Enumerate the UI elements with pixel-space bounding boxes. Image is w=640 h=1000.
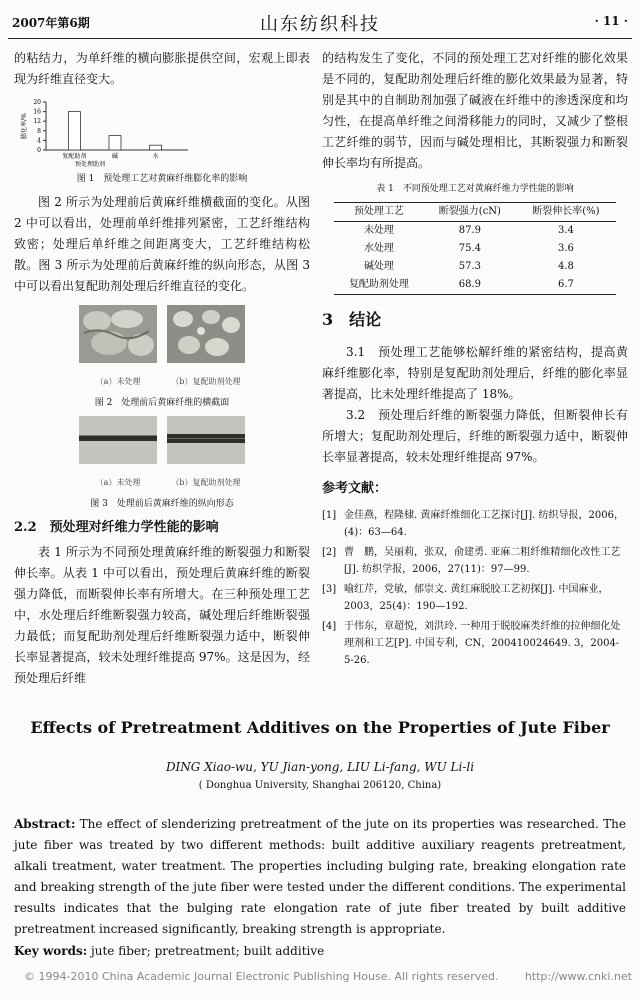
table-row [334, 276, 616, 295]
reference-text: 金佳燕，程隆棣. 黄麻纤维细化工艺探讨[J]. 纺织导报，2006，(4)：63—64. [344, 510, 624, 538]
cell-elongation: 4.8 [557, 261, 574, 272]
cell-process: 复配助剂处理 [334, 276, 423, 295]
y-tick-label: 8 [37, 127, 41, 135]
left-paragraph-3: 表 1 所示为不同预处理黄麻纤维的断裂强力和断裂伸长率。从表 1 中可以看出，预处理后黄麻纤维的断裂强力降低，而断裂伸长率有所增大。在三种预处理工艺中，水处理后纤维断裂强力较高，碱处理后纤维断裂强力最低；而复配助剂处理后纤维断裂强力适中，断裂伸长率显著提高，较未处理纤维提高 97%。这是因为，经预处理后纤维 [14, 545, 310, 685]
issue-label: 2007年第6期 [12, 16, 90, 30]
y-tick-label: 20 [33, 99, 41, 106]
left-paragraph-2: 图 2 所示为处理前后黄麻纤维横截面的变化。从图 2 中可以看出，处理前单纤维排列紧密，工艺纤维结构致密；处理后单纤维之间距离变大，工艺纤维结构松散。图 3 所示为处理前后黄麻纤维的纵向形态，从图 3 中可以看出复配助剂处理后纤维直径的变化。 [14, 195, 310, 293]
longitudinal-treated-label: （b）复配助剂处理 [171, 478, 241, 487]
cross-section-treated-label: （b）复配助剂处理 [171, 377, 241, 386]
y-tick-label: 4 [37, 137, 41, 145]
right-paragraph-1: 的结构发生了变化，不同的预处理工艺对纤维的膨化效果是不同的，复配助剂处理后纤维的膨化效果最为显著，特别是其中的自制助剂加强了碱液在纤维中的渗透深度和均匀性，在提高单纤维之间滑移能力的同时，又减少了整根工艺纤维的弱节，因而与碱处理相比，其断裂强力和断裂伸长率均有所提高。 [322, 51, 628, 170]
cell-elongation: 3.6 [557, 243, 574, 254]
reference-item [322, 618, 628, 669]
figure-2 [14, 305, 310, 410]
reference-text: 曹 鹏，吴丽莉，张双，俞建勇. 亚麻二粗纤维精细化改性工艺[J]. 纺织学报，2006，27(11)：97—99. [344, 547, 621, 575]
cell-strength: 75.4 [458, 243, 481, 254]
cross-section-treated-image [167, 305, 245, 363]
cross-section-untreated-label: （a）未处理 [95, 377, 141, 386]
reference-text: 喻红芹，党敏，郁崇文. 黄红麻脱胶工艺初探[J]. 中国麻业，2003，25(4)：190—192. [344, 584, 609, 612]
figure-1 [14, 96, 310, 186]
col-header-process: 预处理工艺 [334, 203, 423, 222]
col-header-elongation: 断裂伸长率(%) [516, 203, 616, 222]
reference-item [322, 581, 628, 615]
english-keywords [14, 944, 626, 958]
conclusion-3-1: 3.1 预处理工艺能够松解纤维的紧密结构，提高黄麻纤维膨化率，特别是复配助剂处理后，纤维的膨化率显著提高，比未处理纤维提高了 18%。 [322, 345, 628, 401]
table-row [334, 258, 616, 276]
keywords-label: Key words: [14, 944, 88, 958]
longitudinal-untreated-label: （a）未处理 [95, 478, 141, 487]
page-number: · 11 · [594, 14, 628, 28]
table-row [334, 240, 616, 258]
figure-2-caption: 图 2 处理前后黄麻纤维的横截面 [94, 398, 230, 408]
bulging-rate-chart [18, 96, 218, 168]
reference-number: [3] [322, 584, 337, 595]
cell-process: 碱处理 [363, 261, 394, 272]
y-tick-label: 12 [33, 118, 41, 126]
footer-url[interactable]: http://www.cnki.net [524, 970, 632, 983]
y-tick-label: 0 [37, 147, 41, 154]
cell-strength: 57.3 [458, 261, 481, 272]
x-tick-label: 碱 [111, 153, 118, 160]
bar-水 [150, 145, 162, 150]
cell-strength: 87.9 [458, 225, 481, 236]
cross-section-treated [167, 305, 245, 392]
english-abstract [14, 814, 626, 940]
figure-3 [14, 416, 310, 511]
y-axis-label: 膨化率/% [21, 113, 28, 139]
x-axis-label: 预处理助剂 [74, 161, 106, 168]
english-affiliation: ( Donghua University, Shanghai 206120, China) [198, 780, 442, 791]
left-column [14, 48, 310, 689]
abstract-label: Abstract: [14, 817, 76, 831]
english-authors: DING Xiao-wu, YU Jian-yong, LIU Li-fang, WU Li-li [165, 760, 475, 774]
right-column [322, 48, 628, 672]
figure-1-caption: 图 1 预处理工艺对黄麻纤维膨化率的影响 [76, 174, 248, 184]
journal-title: 山东纺织科技 [260, 14, 380, 35]
table-1-caption: 表 1 不同预处理工艺对黄麻纤维力学性能的影响 [376, 184, 574, 194]
header-rule [8, 38, 632, 39]
reference-text: 于伟东，章超悦，刘洪玲. 一种用于脱胶麻类纤维的拉伸细化处理剂和工艺[P]. 中国专利，CN，200410024649. 3，2004-5-26. [344, 621, 621, 666]
x-tick-label: 水 [152, 153, 159, 160]
page-header [0, 0, 640, 48]
abstract-text: The effect of slenderizing pretreatment of the jute on its properties was researched. The jute fiber was treated by two different methods: built additive auxiliary reagents pretreatment, alkali treatment, water treatment. The properties including bulging rate, breaking elongation rate and breaking strength of the jute fiber were tested under the different conditions. The experimental results indicates that the bulging rate elongation rate of jute fiber treated by built additive pretreatment increased significantly, breaking strength is appropriate. [14, 817, 626, 936]
cell-strength: 68.9 [424, 276, 516, 295]
cross-section-untreated [79, 305, 157, 392]
bar-碱 [109, 136, 121, 150]
reference-item [322, 544, 628, 578]
left-paragraph-1: 的粘结力，为单纤维的横向膨胀提供空间，宏观上即表现为纤维直径变大。 [14, 51, 310, 86]
references-heading: 参考文献： [322, 481, 388, 496]
conclusion-3-2: 3.2 预处理后纤维的断裂强力降低，但断裂伸长有所增大；复配助剂处理后，纤维的断裂强力适中，断裂伸长率显著提高，较未处理纤维提高 97%。 [322, 408, 628, 464]
cell-process: 水处理 [363, 243, 394, 254]
longitudinal-treated [167, 416, 245, 493]
longitudinal-untreated [79, 416, 157, 493]
section-2-2-heading: 2.2 预处理对纤维力学性能的影响 [14, 520, 219, 535]
reference-number: [1] [322, 510, 337, 521]
bar-复配助剂 [68, 112, 80, 150]
reference-number: [2] [322, 547, 337, 558]
cell-process: 未处理 [363, 225, 394, 236]
table-row [334, 222, 616, 241]
cell-elongation: 3.4 [557, 225, 574, 236]
cell-elongation: 6.7 [516, 276, 616, 295]
x-tick-label: 复配助剂 [62, 153, 87, 160]
copyright-text: © 1994-2010 China Academic Journal Electronic Publishing House. All rights reserved. [24, 970, 499, 983]
reference-item [322, 507, 628, 541]
cross-section-untreated-image [79, 305, 157, 363]
col-header-strength: 断裂强力(cN) [424, 203, 516, 222]
table-1 [334, 202, 616, 295]
figure-3-caption: 图 3 处理前后黄麻纤维的纵向形态 [90, 499, 234, 509]
table-header-row [334, 203, 616, 222]
section-3-heading: 3 结论 [322, 310, 382, 329]
longitudinal-treated-image [167, 416, 245, 464]
y-tick-label: 16 [33, 108, 41, 116]
keywords-text: jute fiber; pretreatment; built additive [87, 944, 325, 958]
reference-number: [4] [322, 621, 337, 632]
references-list [322, 507, 628, 669]
english-title: Effects of Pretreatment Additives on the Properties of Jute Fiber [30, 718, 610, 737]
longitudinal-untreated-image [79, 416, 157, 464]
